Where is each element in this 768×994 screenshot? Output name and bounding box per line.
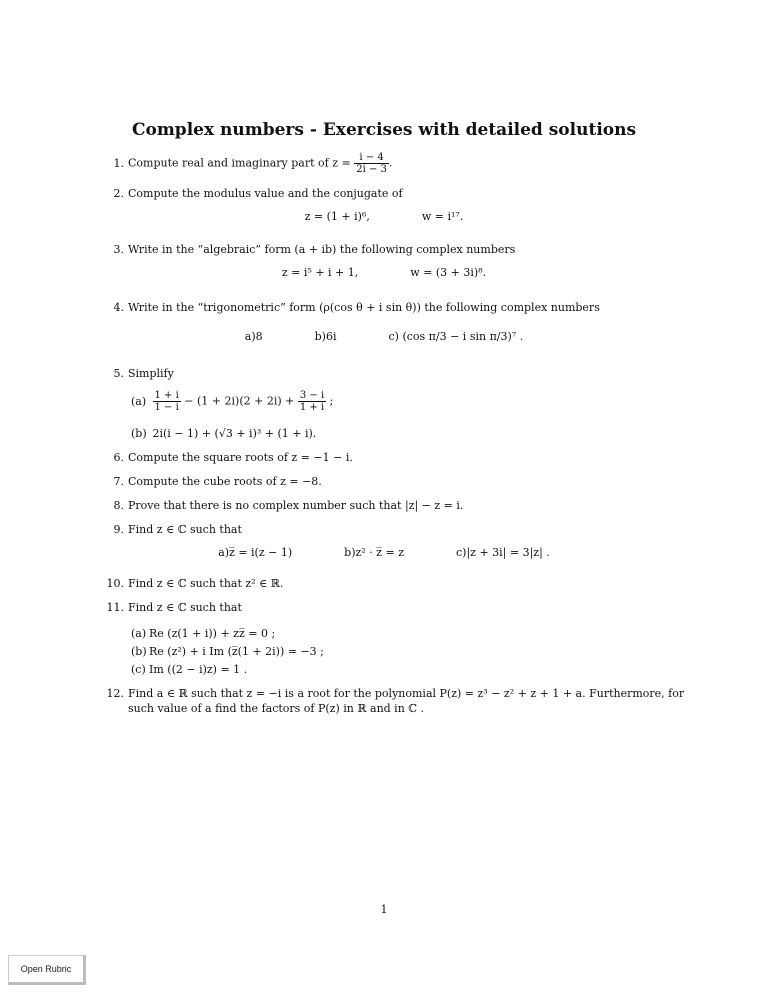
page-number: 1 bbox=[380, 903, 388, 916]
exercise-10: 10. Find z ∈ ℂ such that z² ∈ ℝ. bbox=[106, 577, 284, 590]
exercise-4: 4. Write in the “trigonometric” form (ρ(cos θ + i sin θ)) the following complex numbers bbox=[113, 301, 600, 314]
exercise-5: 5. Simplify bbox=[113, 367, 174, 380]
exercise-9: 9. Find z ∈ ℂ such that bbox=[113, 523, 242, 536]
exercise-11b: (b) Re (z²) + i Im (z̅(1 + 2i)) = −3 ; bbox=[131, 645, 324, 658]
exercise-6: 6. Compute the square roots of z = −1 − i. bbox=[113, 451, 353, 464]
exercise-1: 1. Compute real and imaginary part of z = $\frac{i - 4}{2i - 3}$ . bbox=[113, 152, 393, 175]
exercise-9-equations: a)z̅ = i(z − 1) b)z² · z̅ = z c)|z + 3i| = 3|z| . bbox=[218, 546, 550, 559]
exercise-2-equations: z = (1 + i)⁶, w = i¹⁷. bbox=[304, 210, 464, 223]
exercise-2: 2. Compute the modulus value and the conjugate of bbox=[113, 187, 403, 200]
exercise-3: 3. Write in the “algebraic” form (a + ib) the following complex numbers bbox=[113, 243, 516, 256]
exercise-11: 11. Find z ∈ ℂ such that bbox=[106, 601, 242, 614]
exercise-7: 7. Compute the cube roots of z = −8. bbox=[113, 475, 322, 488]
open-rubric-button[interactable]: Open Rubric bbox=[8, 955, 86, 985]
exercise-5b: (b) 2i(i − 1) + (√3 + i)³ + (1 + i). bbox=[131, 427, 317, 440]
exercise-4-expressions: a)8 b)6i c) (cos π/3 − i sin π/3)⁷ . bbox=[244, 330, 524, 343]
exercise-12: 12. Find a ∈ ℝ such that z = −i is a root for the polynomial P(z) = z³ − z² + z + 1 + a. Furthermore, for such value of a find the factors of P(z) in ℝ and in ℂ . bbox=[106, 687, 685, 715]
exercise-8: 8. Prove that there is no complex number such that |z| − z = i. bbox=[113, 499, 464, 512]
fraction: $\frac{i - 4}{2i - 3}$ bbox=[356, 152, 387, 175]
exercise-3-equations: z = i⁵ + i + 1, w = (3 + 3i)⁸. bbox=[281, 266, 487, 279]
exercise-5a: (a) $\frac{1 + i}{1 - i}$ − (1 + 2i)(2 + 2i) + $\frac{3 - i}{1 + i}$ ; bbox=[131, 390, 334, 413]
exercise-11c: (c) Im ((2 − i)z) = 1 . bbox=[131, 663, 248, 676]
exercise-11a: (a) Re (z(1 + i)) + zz̅ = 0 ; bbox=[131, 627, 276, 640]
page-title: Complex numbers - Exercises with detailed solutions bbox=[131, 120, 637, 140]
